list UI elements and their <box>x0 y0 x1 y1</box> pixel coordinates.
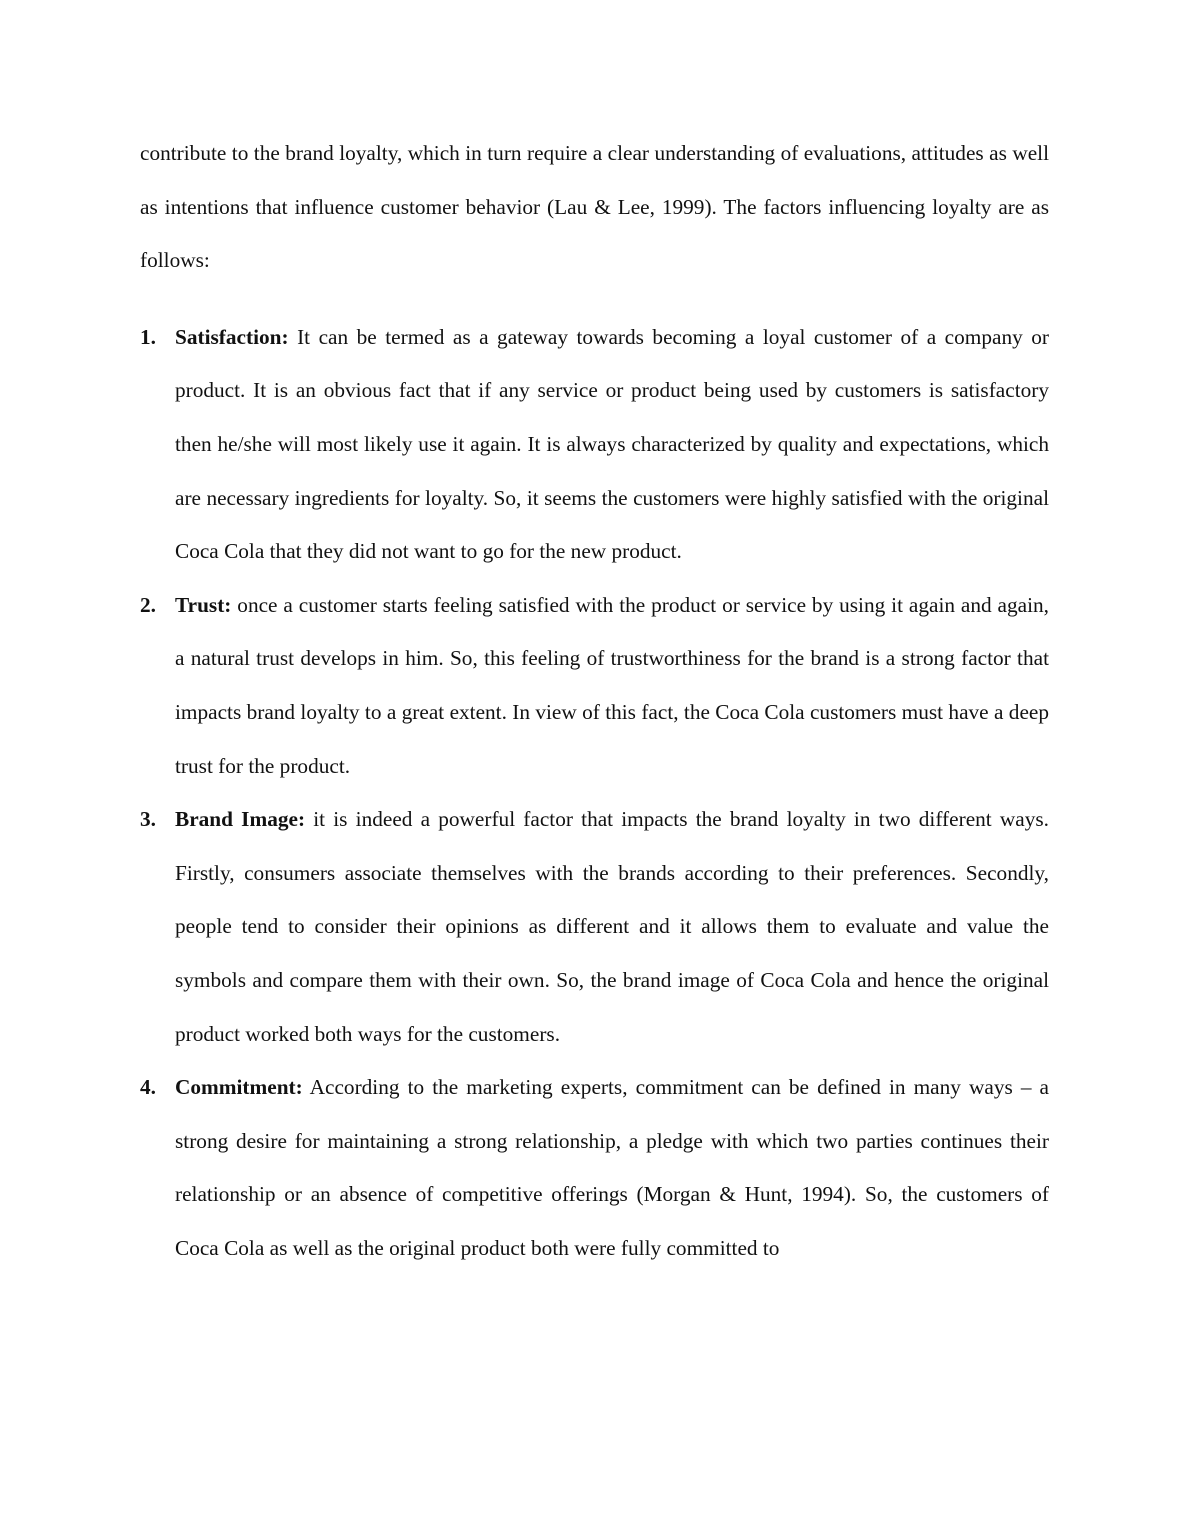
factor-title: Brand Image: <box>175 807 306 832</box>
list-item-commitment <box>140 1061 1049 1275</box>
factor-text: It can be termed as a gateway towards becoming a loyal customer of a company or product. It is an obvious fact that if any service or product being used by customers is satisfactory then he/she will most likely use it again. It is always characterized by quality and expectations, which are necessary ingredients for loyalty. So, it seems the customers were highly satisfied with the original Coca Cola that they did not want to go for the new product. <box>175 324 1049 564</box>
loyalty-factors-list <box>140 311 1049 1276</box>
factor-text: According to the marketing experts, commitment can be defined in many ways – a strong desire for maintaining a strong relationship, a pledge with which two parties continues their relationship or an absence of competitive offerings (Morgan & Hunt, 1994). So, the customers of Coca Cola as well as the original product both were fully committed to <box>175 1075 1049 1260</box>
factor-title: Commitment: <box>175 1075 303 1100</box>
intro-paragraph: contribute to the brand loyalty, which in turn require a clear understanding of evaluations, attitudes as well as intentions that influence customer behavior (Lau & Lee, 1999). The factors influencing loyalty are as follows: <box>140 141 1049 273</box>
list-item-satisfaction <box>140 311 1049 579</box>
factor-title: Trust: <box>175 592 232 617</box>
factor-text: it is indeed a powerful factor that impacts the brand loyalty in two different ways. Firstly, consumers associate themselves with the brands according to their preferences. Secondly, people tend to consider their opinions as different and it allows them to evaluate and value the symbols and compare them with their own. So, the brand image of Coca Cola and hence the original product worked both ways for the customers. <box>175 807 1049 1046</box>
list-item-brand-image <box>140 793 1049 1061</box>
factor-title: Satisfaction: <box>175 324 289 349</box>
list-number: 1. <box>140 324 156 349</box>
document-page <box>140 127 1049 1275</box>
factor-text: once a customer starts feeling satisfied with the product or service by using it again and again, a natural trust develops in him. So, this feeling of trustworthiness for the brand is a strong factor that impacts brand loyalty to a great extent. In view of this fact, the Coca Cola customers must have a deep trust for the product. <box>175 592 1049 778</box>
list-item-trust <box>140 579 1049 793</box>
list-number: 3. <box>140 807 156 832</box>
list-number: 4. <box>140 1075 156 1100</box>
list-number: 2. <box>140 592 156 617</box>
